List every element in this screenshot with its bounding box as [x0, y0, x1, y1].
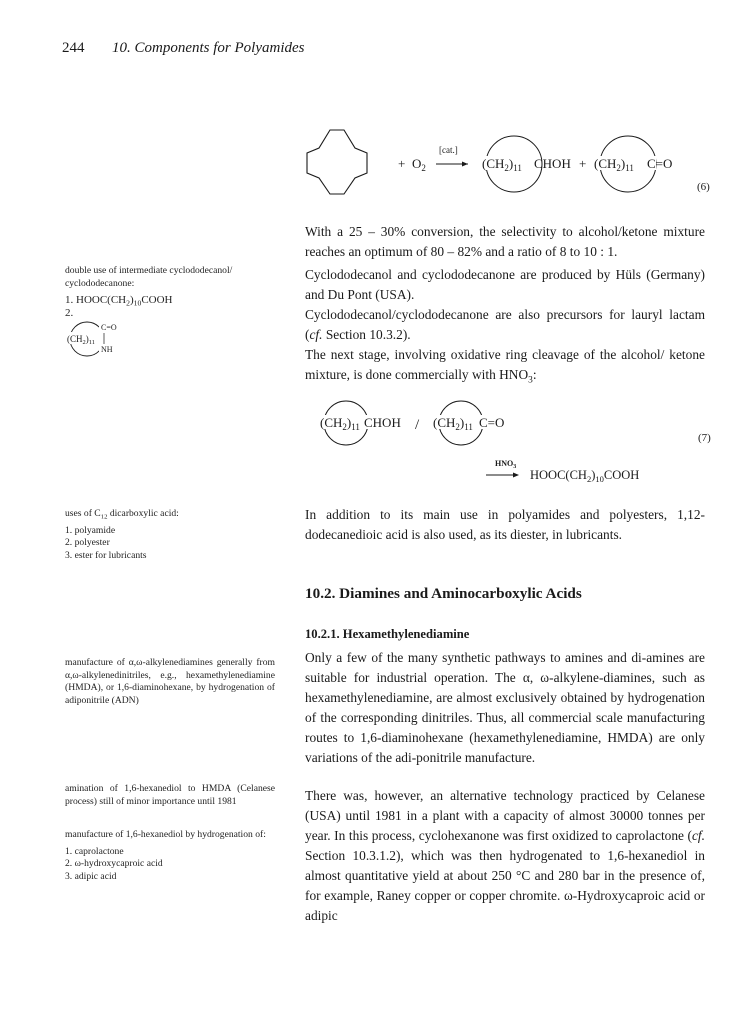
- subsection-heading: 10.2.1. Hexamethylenediamine: [305, 627, 470, 641]
- paragraph-selectivity: With a 25 – 30% conversion, the selectivity to alcohol/ketone mixture reaches an optimum of 80 – 82% and a ratio of 8 to 10 : 1.: [305, 224, 705, 259]
- svg-text:+: +: [579, 156, 587, 171]
- running-header: [62, 40, 305, 57]
- section-heading: 10.2. Diamines and Aminocarboxylic Acids: [305, 585, 582, 602]
- paragraph-producers: Cyclododecanol and cyclododecanone are produced by Hüls (Germany) and Du Pont (USA).: [305, 267, 705, 302]
- chapter-title: 10. Components for Polyamides: [112, 40, 305, 56]
- list-item: 1. caprolactone: [65, 845, 124, 857]
- plus-sign: +: [398, 156, 406, 171]
- catalyst-label: [cat.]: [439, 145, 458, 155]
- svg-text:CHOH: CHOH: [364, 415, 401, 430]
- product-formula: $HOOC(CH_2)_{10}COOH$: [530, 468, 640, 484]
- svg-text:(CH2)11: $(CH_2)_{11}$: [482, 156, 522, 173]
- svg-text:(CH2)11: $(CH_2)_{11}$: [320, 415, 360, 432]
- paragraph-ring-cleavage: The next stage, involving oxidative ring cleavage of the alcohol/ ketone mixture, is done commercially with $HNO_3$:: [305, 347, 705, 386]
- svg-text:NH: NH: [101, 345, 113, 354]
- svg-text:C=O: C=O: [101, 323, 117, 332]
- margin-note-double-use: double use of intermediate cyclododecanol/ cyclododecanone: 1. $HOOC(CH_2)_{10}COOH$ 2. $(CH_2)_{11}$ C=O NH: [65, 265, 275, 359]
- equation-number: (6): [697, 181, 710, 193]
- svg-text:C=O: C=O: [479, 415, 505, 430]
- margin-note-hexanediol: manufacture of 1,6-hexanediol by hydrogenation of: 1. caprolactone 2. ω-hydroxycaproic acid 3. adipic acid: [65, 829, 275, 883]
- margin-note-uses-c12: uses of $C_{12}$ dicarboxylic acid: 1. polyamide 2. polyester 3. ester for lubricants: [65, 508, 275, 562]
- reagent-label: $HNO_3$: [495, 459, 517, 470]
- svg-text:(CH2)11: $(CH_2)_{11}$: [433, 415, 473, 432]
- svg-text:O2: $O_2$: [412, 156, 426, 173]
- equation-6-diagram: [300, 128, 720, 198]
- margin-note-manufacture-diamines: manufacture of α,ω-alkylenediamines generally from α,ω-alkylenedinitriles, e.g., hexamethylenediamine (HMDA), or 1,6-diaminohexane, by hydrogenation of adiponitrile (ADN): [65, 657, 275, 706]
- equation-number: (7): [698, 432, 711, 444]
- page-number: 244: [62, 40, 85, 56]
- svg-text:C=O: C=O: [647, 156, 673, 171]
- equation-7: [300, 398, 720, 488]
- paragraph-uses: In addition to its main use in polyamides and polyesters, 1,12-dodecanedioic acid is also used, as its diester, in lubricants.: [305, 507, 705, 542]
- list-item: 3. adipic acid: [65, 870, 117, 882]
- equation-7-diagram: [300, 398, 720, 488]
- equation-6: [300, 128, 720, 198]
- list-item: 1. polyamide: [65, 524, 116, 536]
- hydrogenation-list: [65, 846, 275, 884]
- slash-separator: /: [415, 417, 420, 433]
- list-item: 2. ω-hydroxycaproic acid: [65, 858, 163, 869]
- svg-text:CHOH: CHOH: [534, 156, 571, 171]
- list-item: 3. ester for lubricants: [65, 549, 147, 561]
- svg-text:(CH2)11: $(CH_2)_{11}$: [67, 334, 96, 346]
- paragraph-lauryl-lactam: Cyclododecanol/cyclododecanone are also precursors for lauryl lactam (cf. Section 10.3.2).: [305, 307, 705, 342]
- uses-list: [65, 525, 275, 563]
- paragraph-celanese: There was, however, an alternative technology practiced by Celanese (USA) until 1981 in a plant with a capacity of almost 30000 tonnes per year. In this process, cyclohexanone was first oxidized to caprolactone (cf. Section 10.3.1.2), which was then hydrogenated to 1,6-hexanediol in almost quantitative yield at about 250 °C and 280 bar in the presence of, for example, Raney copper or copper chromite. ω-Hydroxycaproic acid or adipic: [305, 788, 705, 923]
- lauryl-lactam-structure: [65, 319, 165, 359]
- cyclododecane-ring-icon: [307, 130, 367, 194]
- list-item: 2. polyester: [65, 537, 110, 548]
- svg-text:(CH2)11: $(CH_2)_{11}$: [594, 156, 634, 173]
- paragraph-synthetic-pathways: Only a few of the many synthetic pathways to amines and di-amines are suitable for industrial operation. The α, ω-alkylene-diamines, such as hexamethylenediamine, are almost exclusively obtained by hydrogenation of the corresponding dinitriles. Thus, all commercial scale manufacturing routes to 1,6-diaminohexane (hexamethylenediamine, HMDA) are only variations of the adi-ponitrile manufacture.: [305, 650, 705, 765]
- margin-note-amination: amination of 1,6-hexanediol to HMDA (Celanese process) still of minor importance until 1981: [65, 783, 275, 807]
